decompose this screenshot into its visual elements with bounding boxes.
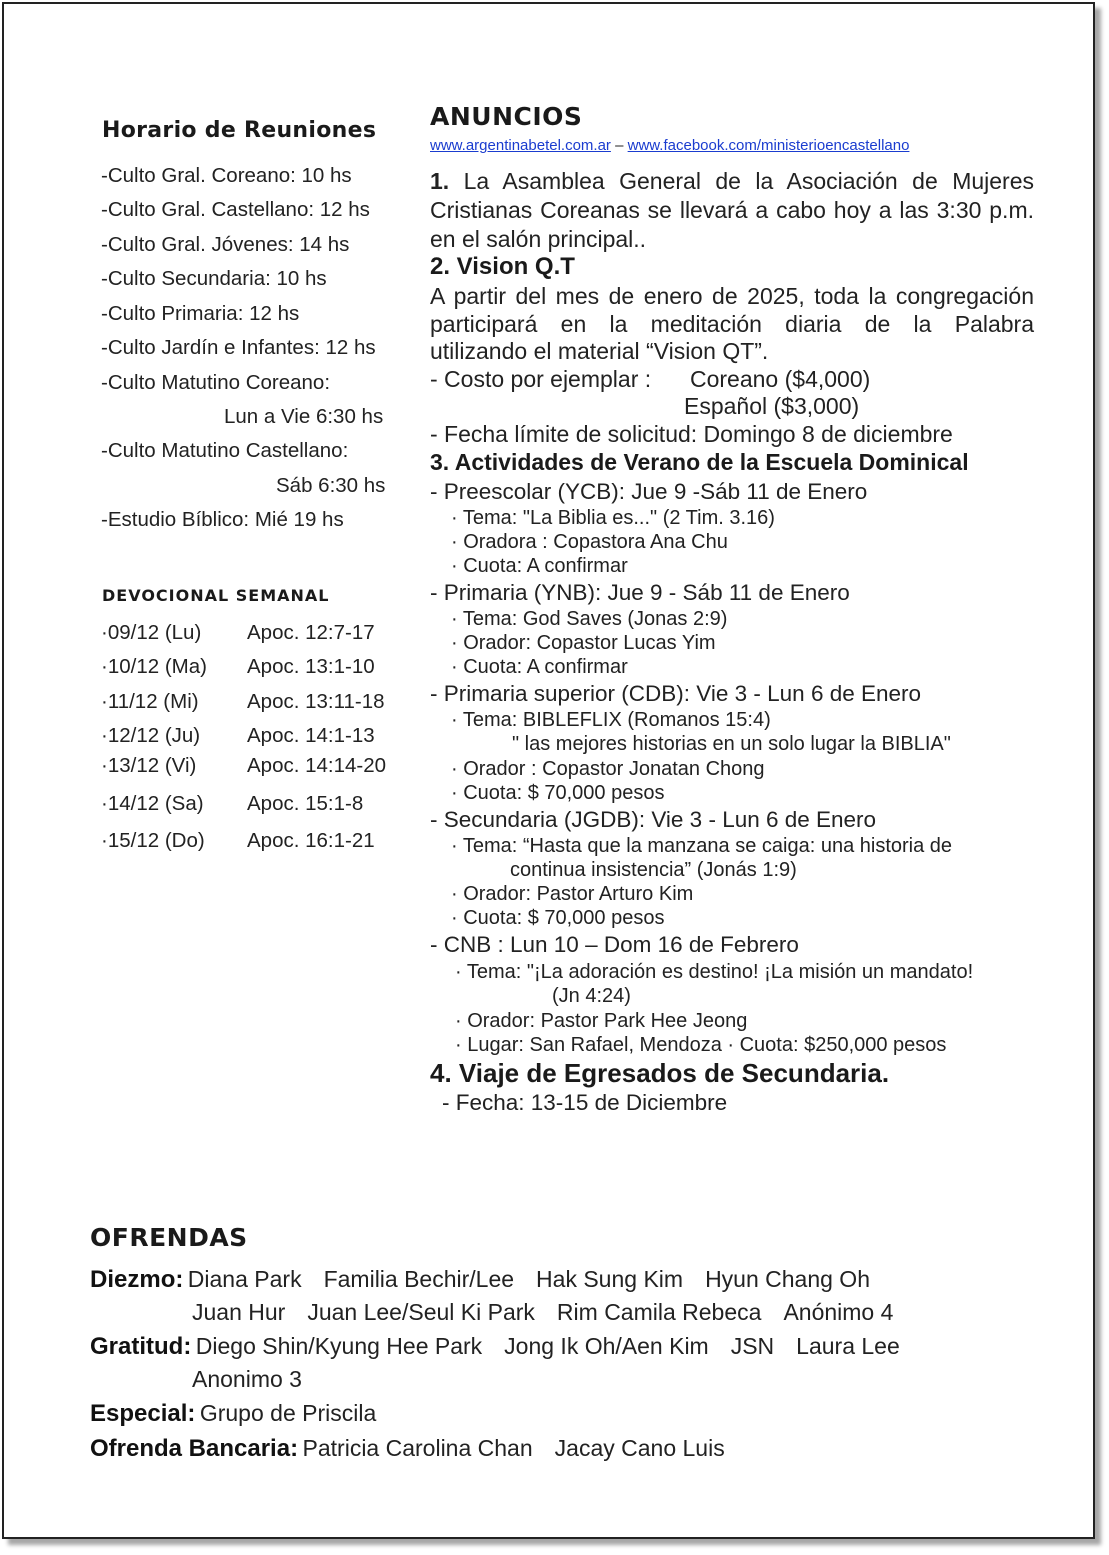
schedule-item: -Culto Jardín e Infantes: 12 hs [101, 336, 376, 359]
item3-detail: · Orador: Copastor Lucas Yim [451, 632, 716, 654]
donor-name: Familia Bechir/Lee [323, 1266, 515, 1292]
item3-detail: · Tema: God Saves (Jonas 2:9) [451, 608, 728, 630]
devotional-date: ·15/12 (Do) [101, 829, 205, 852]
bancaria-label: Ofrenda Bancaria: [90, 1435, 299, 1462]
offerings-title: OFRENDAS [90, 1223, 248, 1252]
gratitud-label: Gratitud: [90, 1333, 192, 1360]
devotional-ref: Apoc. 12:7-17 [247, 621, 375, 644]
item3-detail: · Cuota: A confirmar [451, 555, 628, 577]
website-link[interactable]: www.argentinabetel.com.ar [430, 137, 611, 154]
devotional-title: DEVOCIONAL SEMANAL [102, 586, 330, 605]
item3-detail: · Orador: Pastor Arturo Kim [451, 883, 694, 905]
bulletin-page [2, 2, 1095, 1539]
devotional-ref: Apoc. 13:1-10 [247, 655, 375, 678]
item2-line1: A partir del mes de enero de 2025, toda la congregación [430, 283, 1034, 309]
item3-detail: · Tema: BIBLEFLIX (Romanos 15:4) [451, 709, 771, 731]
announcements-title: ANUNCIOS [430, 102, 583, 131]
schedule-item: Lun a Vie 6:30 hs [224, 405, 384, 428]
devotional-date: ·10/12 (Ma) [101, 655, 207, 678]
schedule-item: -Culto Secundaria: 10 hs [101, 267, 327, 290]
donor-name: Diana Park [187, 1266, 302, 1292]
donor-name: Diego Shin/Kyung Hee Park [195, 1333, 483, 1359]
item1-line1 [430, 168, 1034, 195]
donor-name: Jong Ik Oh/Aen Kim [504, 1333, 709, 1359]
item3-title: 3. Actividades de Verano de la Escuela Dominical [430, 449, 969, 475]
diezmo-label: Diezmo: [90, 1266, 184, 1293]
donor-name: Juan Lee/Seul Ki Park [307, 1299, 535, 1325]
especial-label: Especial: [90, 1400, 196, 1427]
devotional-date: ·13/12 (Vi) [101, 754, 197, 777]
schedule-item: -Culto Primaria: 12 hs [101, 302, 300, 325]
item3-detail: · Tema: "La Biblia es..." (2 Tim. 3.16) [451, 507, 775, 529]
item3-detail: (Jn 4:24) [552, 985, 631, 1007]
facebook-link[interactable]: www.facebook.com/ministerioencastellano [627, 137, 910, 154]
donor-name: Anónimo 4 [783, 1299, 894, 1325]
devotional-ref: Apoc. 14:14-20 [247, 754, 387, 777]
item3-detail: · Orador: Pastor Park Hee Jeong [455, 1010, 748, 1032]
bancaria-names [303, 1435, 747, 1461]
devotional-ref: Apoc. 15:1-8 [247, 792, 364, 815]
item3-detail: · Cuota: $ 70,000 pesos [451, 782, 665, 804]
item2-deadline: - Fecha límite de solicitud: Domingo 8 de diciembre [430, 421, 953, 447]
devotional-ref: Apoc. 16:1-21 [247, 829, 375, 852]
devotional-date: ·11/12 (Mi) [101, 690, 199, 713]
item3-superior: - Primaria superior (CDB): Vie 3 - Lun 6 de Enero [430, 681, 922, 706]
donor-name: Hak Sung Kim [536, 1266, 684, 1292]
schedule-item: -Culto Gral. Jóvenes: 14 hs [101, 233, 350, 256]
item3-detail: continua insistencia” (Jonás 1:9) [510, 859, 797, 881]
devotional-date: ·14/12 (Sa) [101, 792, 204, 815]
item2-cost-spanish: Español ($3,000) [684, 393, 860, 419]
item4-fecha: - Fecha: 13-15 de Diciembre [442, 1090, 728, 1115]
gratitud-names [196, 1333, 922, 1359]
link-separator: – [610, 137, 628, 154]
item3-detail: · Orador : Copastor Jonatan Chong [451, 758, 765, 780]
devotional-date: ·12/12 (Ju) [101, 724, 201, 747]
schedule-title: Horario de Reuniones [102, 118, 377, 143]
item3-detail: · Tema: "¡La adoración es destino! ¡La misión un mandato! [455, 961, 974, 983]
schedule-item: -Culto Matutino Coreano: [101, 371, 331, 394]
diezmo-names-cont [192, 1299, 915, 1326]
gratitud-names-cont [192, 1366, 324, 1393]
especial-names [200, 1400, 398, 1426]
schedule-item: -Culto Gral. Castellano: 12 hs [101, 198, 370, 221]
item2-title: 2. Vision Q.T [430, 253, 575, 280]
schedule-item: -Culto Matutino Castellano: [101, 439, 349, 462]
item1-number: 1. [430, 168, 450, 194]
donor-name: JSN [730, 1333, 775, 1359]
schedule-item: -Culto Gral. Coreano: 10 hs [101, 164, 352, 187]
item2-line2: participará en la meditación diaria de la Palabra [430, 311, 1034, 337]
item2-line3: utilizando el material “Vision QT”. [430, 338, 769, 364]
item1-line2: Cristianas Coreanas se llevará a cabo hoy a las 3:30 p.m. [430, 197, 1034, 223]
donor-name: Laura Lee [796, 1333, 900, 1359]
devotional-date: ·09/12 (Lu) [101, 621, 202, 644]
donor-name: Hyun Chang Oh [705, 1266, 870, 1292]
schedule-item: -Estudio Bíblico: Mié 19 hs [101, 508, 344, 531]
links-line [430, 137, 909, 154]
item3-preescolar: - Preescolar (YCB): Jue 9 -Sáb 11 de Enero [430, 479, 868, 504]
item3-detail: · Tema: “Hasta que la manzana se caiga: una historia de [451, 835, 953, 857]
devotional-ref: Apoc. 14:1-13 [247, 724, 375, 747]
donor-name: Juan Hur [192, 1299, 286, 1325]
donor-name: Anonimo 3 [192, 1366, 302, 1392]
offering-row-bancaria [90, 1435, 747, 1463]
donor-name: Rim Camila Rebeca [556, 1299, 762, 1325]
item1-text: La Asamblea General de la Asociación de Mujeres [463, 168, 1034, 194]
donor-name: Jacay Cano Luis [554, 1435, 725, 1461]
item3-detail: · Cuota: A confirmar [451, 656, 628, 678]
donor-name: Patricia Carolina Chan [302, 1435, 533, 1461]
item3-secundaria: - Secundaria (JGDB): Vie 3 - Lun 6 de Enero [430, 807, 877, 832]
offering-row-gratitud [90, 1333, 922, 1361]
item3-detail: · Lugar: San Rafael, Mendoza · Cuota: $250,000 pesos [455, 1034, 947, 1056]
item3-detail: " las mejores historias en un solo lugar la BIBLIA" [512, 733, 951, 755]
item2-cost-label: - Costo por ejemplar : [430, 366, 652, 392]
schedule-item: Sáb 6:30 hs [276, 474, 386, 497]
offering-row-diezmo [90, 1266, 892, 1294]
offering-row-especial [90, 1400, 398, 1428]
item3-detail: · Cuota: $ 70,000 pesos [451, 907, 665, 929]
donor-name: Grupo de Priscila [199, 1400, 377, 1426]
item2-cost-korean: Coreano ($4,000) [690, 366, 871, 392]
devotional-ref: Apoc. 13:11-18 [247, 690, 385, 713]
diezmo-names [188, 1266, 892, 1292]
item3-cnb: - CNB : Lun 10 – Dom 16 de Febrero [430, 932, 799, 957]
item3-detail: · Oradora : Copastora Ana Chu [451, 531, 728, 553]
item3-primaria: - Primaria (YNB): Jue 9 - Sáb 11 de Enero [430, 580, 850, 605]
item4-title: 4. Viaje de Egresados de Secundaria. [430, 1058, 890, 1088]
item1-line3: en el salón principal.. [430, 226, 647, 252]
